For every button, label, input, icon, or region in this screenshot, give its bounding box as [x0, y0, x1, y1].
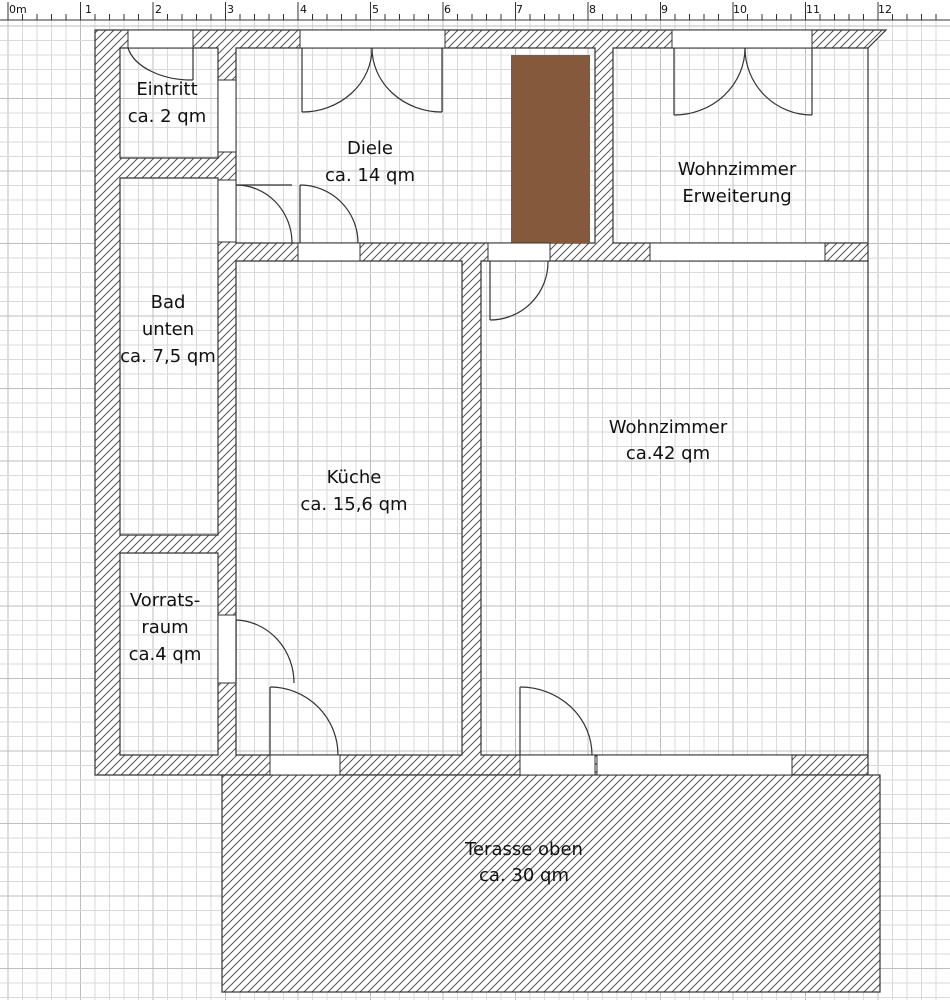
- ruler-label-3: 3: [227, 3, 234, 16]
- ruler-label-0: 0m: [9, 3, 27, 16]
- terrace-name: Terasse oben: [465, 839, 583, 860]
- room-wohnzimmer-erweiterung-name2: Erweiterung: [682, 186, 792, 207]
- ruler-label-11: 11: [806, 3, 820, 16]
- room-vorratsraum-name1: Vorrats-: [129, 590, 201, 611]
- room-bad-name2: unten: [141, 319, 195, 340]
- ruler-label-10: 10: [733, 3, 747, 16]
- ruler: [0, 0, 950, 20]
- ruler-label-8: 8: [589, 3, 596, 16]
- ruler-label-5: 5: [372, 3, 379, 16]
- ruler-label-4: 4: [300, 3, 307, 16]
- room-bad-name1: Bad: [150, 292, 186, 313]
- ruler-label-12: 12: [878, 3, 892, 16]
- ruler-label-6: 6: [444, 3, 451, 16]
- ruler-label-2: 2: [155, 3, 162, 16]
- room-eintritt-name: Eintritt: [136, 79, 198, 100]
- room-wohnzimmer-name: Wohnzimmer: [608, 417, 728, 438]
- room-bad-area: ca. 7,5 qm: [120, 346, 216, 367]
- room-wohnzimmer-erweiterung-name1: Wohnzimmer: [677, 159, 797, 180]
- terrace-area: ca. 30 qm: [479, 865, 569, 886]
- room-kueche-name: Küche: [326, 467, 382, 488]
- room-diele-name: Diele: [346, 138, 394, 159]
- room-vorratsraum-name2: raum: [141, 617, 189, 638]
- ruler-label-7: 7: [516, 3, 523, 16]
- ruler-label-9: 9: [661, 3, 668, 16]
- room-wohnzimmer-area: ca.42 qm: [625, 443, 711, 464]
- room-vorratsraum-area: ca.4 qm: [128, 644, 202, 665]
- room-eintritt-area: ca. 2 qm: [127, 106, 207, 127]
- ruler-label-1: 1: [85, 3, 92, 16]
- chimney: [511, 55, 590, 243]
- room-diele-area: ca. 14 qm: [325, 165, 415, 186]
- room-kueche-area: ca. 15,6 qm: [300, 494, 408, 515]
